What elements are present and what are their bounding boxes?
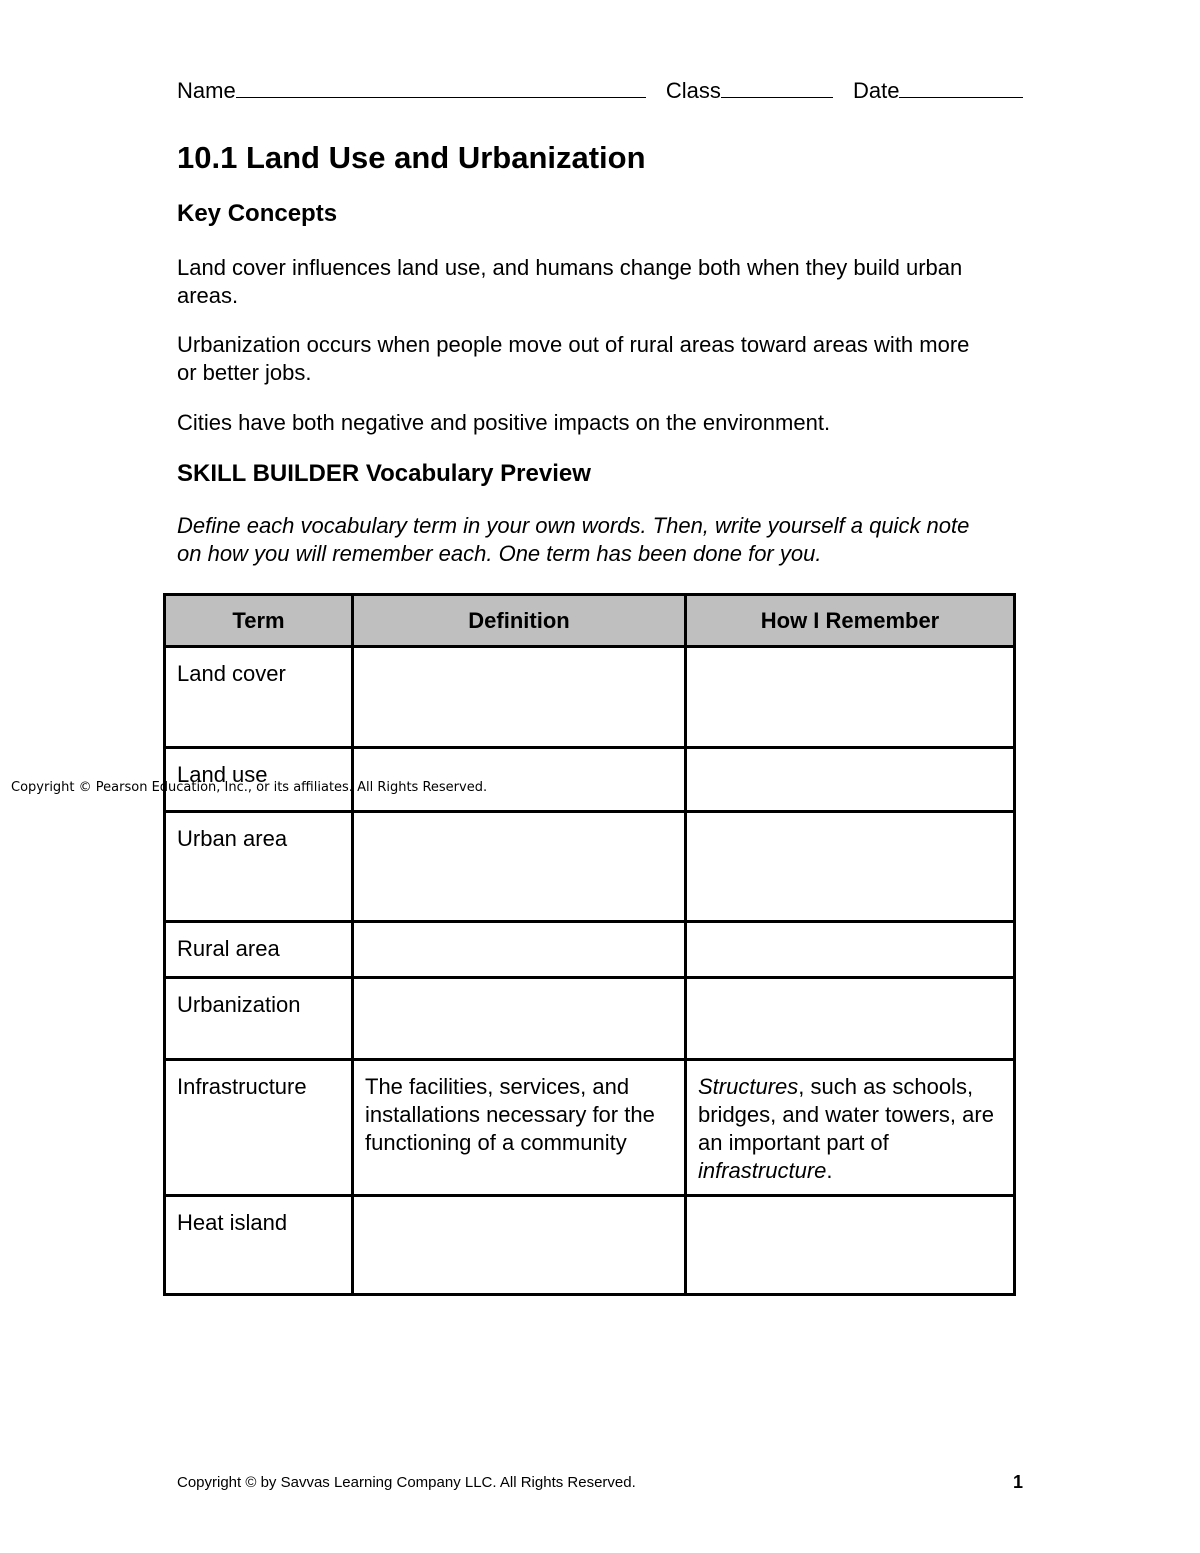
- definition-cell[interactable]: [353, 647, 686, 748]
- footer-copyright: Copyright © by Savvas Learning Company LLC. All Rights Reserved.: [177, 1474, 636, 1491]
- vocabulary-table: [163, 593, 1016, 1296]
- date-label: Date: [852, 78, 900, 103]
- table-row: [165, 978, 1015, 1060]
- date-blank: [899, 79, 1023, 98]
- table-row: [165, 812, 1015, 922]
- table-header-row: [165, 595, 1015, 647]
- class-label: Class: [665, 78, 721, 103]
- remember-italic-infrastructure: infrastructure: [698, 1158, 827, 1183]
- class-blank: [721, 79, 833, 98]
- remember-cell: [686, 1060, 1015, 1196]
- definition-cell: The facilities, services, and installations necessary for the functioning of a community: [353, 1060, 686, 1196]
- remember-cell[interactable]: [686, 978, 1015, 1060]
- term-cell: Heat island: [165, 1196, 353, 1295]
- skill-builder-heading: SKILL BUILDER Vocabulary Preview: [177, 460, 591, 487]
- term-cell: Infrastructure: [165, 1060, 353, 1196]
- header-term: Term: [165, 595, 353, 647]
- remember-cell[interactable]: [686, 1196, 1015, 1295]
- header-how-i-remember: How I Remember: [686, 595, 1015, 647]
- name-label: Name: [177, 78, 236, 103]
- definition-cell[interactable]: [353, 922, 686, 978]
- definition-cell[interactable]: [353, 978, 686, 1060]
- name-blank: [236, 79, 646, 98]
- key-concept-3: Cities have both negative and positive impacts on the environment.: [177, 410, 831, 435]
- remember-italic-structures: Structures: [698, 1074, 799, 1099]
- table-row: [165, 1060, 1015, 1196]
- skill-builder-instructions: Define each vocabulary term in your own words. Then, write yourself a quick note on how you will remember each. One term has been done for you.: [177, 513, 970, 566]
- definition-cell[interactable]: [353, 1196, 686, 1295]
- key-concept-1: Land cover influences land use, and humans change both when they build urban areas.: [177, 255, 963, 308]
- table-row: [165, 1196, 1015, 1295]
- remember-cell[interactable]: [686, 812, 1015, 922]
- page-title: 10.1 Land Use and Urbanization: [177, 140, 646, 175]
- page-number: 1: [1013, 1472, 1024, 1492]
- key-concepts-heading: Key Concepts: [177, 200, 338, 227]
- remember-end: .: [826, 1158, 833, 1183]
- remember-text: , such as schools, bridges, and water towers, are an important part of: [698, 1074, 994, 1155]
- remember-cell[interactable]: [686, 748, 1015, 812]
- term-cell: Land use: [165, 748, 353, 812]
- overlay-copyright: Copyright © Pearson Education, Inc., or its affiliates. All Rights Reserved.: [11, 780, 488, 795]
- term-cell: Urban area: [165, 812, 353, 922]
- remember-cell[interactable]: [686, 922, 1015, 978]
- header-definition: Definition: [353, 595, 686, 647]
- table-row: [165, 922, 1015, 978]
- term-cell: Urbanization: [165, 978, 353, 1060]
- term-cell: Rural area: [165, 922, 353, 978]
- table-row: [165, 647, 1015, 748]
- student-info-line: [177, 78, 1037, 104]
- definition-cell[interactable]: [353, 812, 686, 922]
- remember-cell[interactable]: [686, 647, 1015, 748]
- term-cell: Land cover: [165, 647, 353, 748]
- key-concept-2: Urbanization occurs when people move out of rural areas toward areas with more or better jobs.: [177, 332, 970, 385]
